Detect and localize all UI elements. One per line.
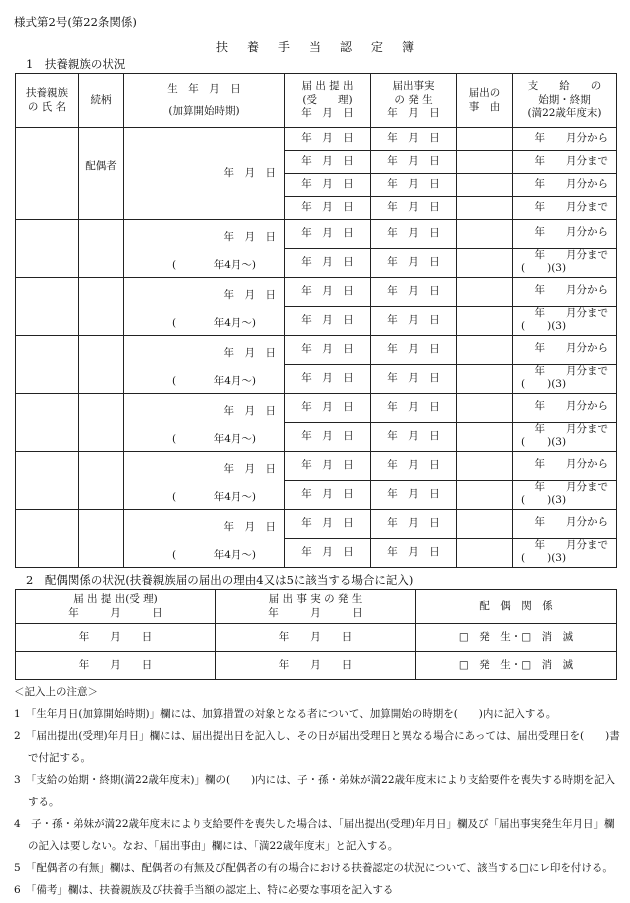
header-name (16, 74, 79, 128)
birth-date-text: 年 月 日 (223, 404, 276, 417)
document-title: 扶養手当認定簿 (215, 40, 433, 54)
date-text: 年 月 日 (387, 459, 440, 472)
spouse-header-filing-line2: 年 月 日 (68, 606, 163, 619)
filing-date-cell[interactable] (285, 249, 371, 278)
spouse-fact-date-cell[interactable] (216, 624, 416, 652)
age22-open: ( (521, 378, 526, 390)
date-text: 年 月 日 (387, 430, 440, 443)
addition-start-text: 年4月～) (213, 548, 256, 561)
payment-period-cell[interactable] (513, 151, 617, 174)
age22-paren (521, 436, 566, 450)
addition-start-open: ( (172, 316, 177, 329)
payment-wrap (513, 307, 616, 335)
birth-date-cell[interactable] (124, 394, 285, 452)
birth-date-wrap (124, 453, 284, 509)
relation-spouse: 配偶者 (85, 160, 117, 172)
fact-date-cell[interactable] (371, 278, 457, 307)
payment-to-text: 年 月分まで (534, 539, 608, 551)
filing-date-cell[interactable] (285, 365, 371, 394)
payment-period-cell[interactable] (513, 174, 617, 197)
fact-date-cell[interactable] (371, 423, 457, 452)
reason-cell[interactable] (457, 481, 513, 510)
filing-date-cell[interactable] (285, 481, 371, 510)
fact-date-cell[interactable] (371, 336, 457, 365)
date-text: 年 月 日 (301, 372, 354, 385)
date-text: 年 月 日 (387, 372, 440, 385)
payment-period-cell[interactable] (513, 197, 617, 220)
age22-open: ( (521, 262, 526, 274)
reason-cell[interactable] (457, 128, 513, 151)
header-payment (513, 74, 617, 128)
spouse-table (15, 589, 617, 680)
dependent-name-cell[interactable] (16, 278, 79, 336)
payment-from-text: 年 月分から (534, 284, 608, 296)
spouse-header-fact-line2: 年 月 日 (268, 606, 363, 619)
payment-wrap (513, 278, 616, 306)
date-text: 年 月 日 (387, 546, 440, 559)
addition-start-open: ( (172, 490, 177, 503)
dependent-row (16, 220, 617, 249)
reason-cell[interactable] (457, 452, 513, 481)
form-number: 様式第2号(第22条関係) (14, 15, 137, 29)
date-text: 年 月 日 (301, 285, 354, 298)
date-text: 年 月 日 (387, 227, 440, 240)
spouse-filing-date-cell[interactable] (16, 652, 216, 680)
payment-to-text: 年 月分まで (534, 307, 608, 319)
fact-date-cell[interactable] (371, 197, 457, 220)
date-text: 年 月 日 (301, 343, 354, 356)
note-item: 1 「生年月日(加算開始時期)」欄には、加算措置の対象となる者について、加算開始の時期を( )内に記入する。 (14, 708, 557, 720)
addition-start-open: ( (172, 374, 177, 387)
header-filing-line3: 年 月 日 (301, 107, 354, 120)
spouse-header-fact (216, 590, 416, 624)
payment-from-text: 年 月分から (534, 516, 608, 528)
payment-from-text: 年 月分から (534, 400, 608, 412)
note-item: 4 子・孫・弟妹が満22歳年度末により支給要件を喪失した場合は、「届出提出(受理)年月日」欄及び「届出事実発生年月日」欄の記入は要しない。なお、「届出事由」欄には、「満22歳年度末」と記入する。 (14, 818, 615, 852)
payment-to-text: 年 月分まで (534, 249, 608, 261)
addition-start-text: 年4月～) (213, 432, 256, 445)
age22-open: ( (521, 552, 526, 564)
filing-date-cell[interactable] (285, 510, 371, 539)
date-text: 年 月 日 (301, 546, 354, 559)
filing-date-cell[interactable] (285, 151, 371, 174)
birth-date-cell[interactable] (124, 510, 285, 568)
date-text: 年 月 日 (301, 314, 354, 327)
status-checkbox-text: □ 発 生・□ 消 滅 (458, 630, 574, 643)
filing-date-cell[interactable] (285, 128, 371, 151)
date-text: 年 月 日 (301, 459, 354, 472)
reason-cell[interactable] (457, 539, 513, 568)
dependent-row (16, 394, 617, 423)
header-name-line2: の 氏 名 (27, 100, 67, 113)
filing-date-cell[interactable] (285, 307, 371, 336)
birth-date-text: 年 月 日 (223, 166, 276, 179)
payment-period-cell[interactable] (513, 336, 617, 365)
header-fact-line2: の 発 生 (394, 93, 433, 106)
spouse-header-relation: 配 偶 関 係 (416, 590, 617, 624)
payment-period-cell[interactable] (513, 394, 617, 423)
birth-date-text: 年 月 日 (223, 520, 276, 533)
reason-cell[interactable] (457, 249, 513, 278)
payment-wrap (513, 365, 616, 393)
payment-from-text: 年 月分から (534, 458, 608, 470)
relation-cell[interactable] (79, 336, 124, 394)
spouse-row (16, 128, 617, 151)
date-text: 年 月 日 (278, 658, 353, 671)
birth-date-text: 年 月 日 (223, 462, 276, 475)
header-filing-line1: 届 出 提 出 (301, 80, 354, 93)
payment-from-text: 年 月分から (534, 342, 608, 354)
dependent-name-cell[interactable] (16, 394, 79, 452)
birth-date-cell[interactable] (124, 452, 285, 510)
age22-close: )(3) (547, 436, 567, 448)
status-checkbox-text: □ 発 生・□ 消 滅 (458, 658, 574, 671)
age22-close: )(3) (547, 320, 567, 332)
fact-date-cell[interactable] (371, 174, 457, 197)
dependent-name-cell[interactable] (16, 510, 79, 568)
payment-to-text: 年 月分まで (534, 155, 608, 168)
birth-date-cell[interactable] (124, 278, 285, 336)
reason-cell[interactable] (457, 197, 513, 220)
birth-date-wrap (124, 511, 284, 567)
birth-date-text: 年 月 日 (223, 346, 276, 359)
date-text: 年 月 日 (301, 488, 354, 501)
age22-close: )(3) (547, 262, 567, 274)
age22-open: ( (521, 494, 526, 506)
spouse-status-cell[interactable] (416, 652, 617, 680)
fact-date-cell[interactable] (371, 151, 457, 174)
reason-cell[interactable] (457, 423, 513, 452)
addition-start-text: 年4月～) (213, 316, 256, 329)
date-text: 年 月 日 (387, 343, 440, 356)
notes (14, 681, 620, 901)
fact-date-cell[interactable] (371, 365, 457, 394)
payment-wrap (513, 336, 616, 364)
addition-start-text: 年4月～) (213, 258, 256, 271)
reason-cell[interactable] (457, 307, 513, 336)
date-text: 年 月 日 (387, 132, 440, 145)
age22-close: )(3) (547, 552, 567, 564)
payment-period-cell[interactable] (513, 220, 617, 249)
fact-date-cell[interactable] (371, 452, 457, 481)
fact-date-cell[interactable] (371, 307, 457, 336)
payment-wrap (513, 452, 616, 480)
date-text: 年 月 日 (301, 201, 354, 214)
spouse-header-fact-line1: 届 出 事 実 の 発 生 (268, 592, 363, 605)
notes-heading: ＜記入上の注意＞ (14, 686, 98, 698)
filing-date-cell[interactable] (285, 220, 371, 249)
date-text: 年 月 日 (387, 178, 440, 191)
age22-paren (521, 320, 566, 334)
payment-wrap (513, 394, 616, 422)
date-text: 年 月 日 (387, 201, 440, 214)
header-fact (371, 74, 457, 128)
payment-period-cell[interactable] (513, 278, 617, 307)
filing-date-cell[interactable] (285, 452, 371, 481)
age22-paren (521, 262, 566, 276)
addition-start-text: 年4月～) (213, 490, 256, 503)
spouse-status-row (16, 624, 617, 652)
header-payment-line1: 支 給 の (527, 80, 602, 93)
spouse-status-cell[interactable] (416, 624, 617, 652)
header-reason-line1: 届出の (468, 86, 501, 99)
birth-date-wrap (124, 337, 284, 393)
payment-period-cell[interactable] (513, 423, 617, 452)
reason-cell[interactable] (457, 510, 513, 539)
date-text: 年 月 日 (301, 517, 354, 530)
relation-cell[interactable] (79, 278, 124, 336)
dependent-row (16, 336, 617, 365)
birth-date-cell[interactable] (124, 336, 285, 394)
payment-from-text: 年 月分から (534, 226, 608, 238)
header-relation: 続柄 (79, 74, 124, 128)
date-text: 年 月 日 (301, 132, 354, 145)
note-item: 5 「配偶者の有無」欄は、配偶者の有無及び配偶者の有の場合における扶養認定の状況について、該当する□にレ印を付ける。 (14, 862, 613, 874)
spouse-status-row (16, 652, 617, 680)
dependent-row (16, 452, 617, 481)
fact-date-cell[interactable] (371, 220, 457, 249)
relation-cell[interactable] (79, 452, 124, 510)
header-payment-line3: (満22歳年度末) (527, 107, 602, 120)
payment-period-cell[interactable] (513, 128, 617, 151)
date-text: 年 月 日 (301, 227, 354, 240)
header-name-line1: 扶養親族 (26, 86, 68, 99)
dependent-row (16, 278, 617, 307)
reason-cell[interactable] (457, 151, 513, 174)
payment-period-cell[interactable] (513, 452, 617, 481)
date-text: 年 月 日 (387, 314, 440, 327)
reason-cell[interactable] (457, 278, 513, 307)
fact-date-cell[interactable] (371, 481, 457, 510)
payment-period-cell[interactable] (513, 510, 617, 539)
age22-close: )(3) (547, 378, 567, 390)
date-text: 年 月 日 (301, 178, 354, 191)
spouse-header-filing-line1: 届 出 提 出(受 理) (73, 592, 158, 605)
date-text: 年 月 日 (301, 155, 354, 168)
reason-cell[interactable] (457, 336, 513, 365)
payment-to-text: 年 月分まで (534, 365, 608, 377)
payment-period-cell[interactable] (513, 307, 617, 336)
dependents-table (15, 73, 617, 568)
payment-wrap (513, 481, 616, 509)
section1-title: 1 扶養親族の状況 (26, 57, 126, 71)
birth-date-wrap (124, 395, 284, 451)
birth-date-wrap (124, 221, 284, 277)
note-item: 3 「支給の始期・終期(満22歳年度末)」欄の( )内には、子・孫・弟妹が満22歳年度末により支給要件を喪失する時期を記入する。 (14, 774, 616, 808)
relation-cell[interactable] (79, 128, 124, 220)
spouse-fact-date-cell[interactable] (216, 652, 416, 680)
date-text: 年 月 日 (301, 430, 354, 443)
date-text: 年 月 日 (387, 256, 440, 269)
header-birth (124, 74, 285, 128)
date-text: 年 月 日 (278, 630, 353, 643)
birth-date-cell[interactable] (124, 128, 285, 220)
header-filing-line2: (受 理) (302, 93, 353, 106)
birth-date-wrap (124, 279, 284, 335)
payment-to-text: 年 月分まで (534, 201, 608, 214)
relation-cell[interactable] (79, 394, 124, 452)
spouse-header-filing (16, 590, 216, 624)
age22-paren (521, 494, 566, 508)
section2-title: 2 配偶関係の状況(扶養親族届の届出の理由4又は5に該当する場合に記入) (26, 573, 414, 587)
fact-date-cell[interactable] (371, 128, 457, 151)
filing-date-cell[interactable] (285, 394, 371, 423)
birth-date-cell[interactable] (124, 220, 285, 278)
filing-date-cell[interactable] (285, 423, 371, 452)
payment-to-text: 年 月分まで (534, 481, 608, 493)
header-payment-line2: 始期・終期 (538, 93, 591, 106)
birth-date-text: 年 月 日 (223, 288, 276, 301)
header-fact-line1: 届出事実 (392, 80, 435, 93)
dependent-row (16, 510, 617, 539)
dependent-name-cell[interactable] (16, 452, 79, 510)
birth-date-text: 年 月 日 (223, 230, 276, 243)
payment-period-cell[interactable] (513, 249, 617, 278)
age22-open: ( (521, 436, 526, 448)
reason-cell[interactable] (457, 174, 513, 197)
fact-date-cell[interactable] (371, 539, 457, 568)
payment-wrap (513, 510, 616, 538)
age22-open: ( (521, 320, 526, 332)
reason-cell[interactable] (457, 365, 513, 394)
payment-from-text: 年 月分から (534, 132, 608, 145)
date-text: 年 月 日 (78, 658, 153, 671)
relation-cell[interactable] (79, 510, 124, 568)
age22-paren (521, 552, 566, 566)
dependent-name-cell[interactable] (16, 220, 79, 278)
addition-start-open: ( (172, 432, 177, 445)
payment-to-text: 年 月分まで (534, 423, 608, 435)
filing-date-cell[interactable] (285, 336, 371, 365)
addition-start-open: ( (172, 258, 177, 271)
spouse-filing-date-cell[interactable] (16, 624, 216, 652)
addition-start-open: ( (172, 548, 177, 561)
fact-date-cell[interactable] (371, 394, 457, 423)
date-text: 年 月 日 (387, 155, 440, 168)
header-reason (457, 74, 513, 128)
note-item: 6 「備考」欄は、扶養親族及び扶養手当額の認定上、特に必要な事項を記入する (14, 884, 394, 896)
payment-period-cell[interactable] (513, 481, 617, 510)
addition-start-text: 年4月～) (213, 374, 256, 387)
fact-date-cell[interactable] (371, 249, 457, 278)
header-birth-line1: 生 年 月 日 (167, 82, 241, 95)
filing-date-cell[interactable] (285, 174, 371, 197)
note-item: 2 「届出提出(受理)年月日」欄には、届出提出日を記入し、その日が届出受理日と異なる場合にあっては、届出受理日を( )書で付記する。 (14, 730, 620, 764)
payment-wrap (513, 249, 616, 277)
header-birth-line2: (加算開始時期) (168, 104, 240, 117)
filing-date-cell[interactable] (285, 197, 371, 220)
header-fact-line3: 年 月 日 (387, 107, 440, 120)
date-text: 年 月 日 (387, 401, 440, 414)
payment-from-text: 年 月分から (534, 178, 608, 191)
date-text: 年 月 日 (387, 285, 440, 298)
date-text: 年 月 日 (387, 488, 440, 501)
filing-date-cell[interactable] (285, 539, 371, 568)
filing-date-cell[interactable] (285, 278, 371, 307)
fact-date-cell[interactable] (371, 510, 457, 539)
table-header-row (16, 74, 617, 128)
relation-cell[interactable] (79, 220, 124, 278)
reason-cell[interactable] (457, 394, 513, 423)
payment-wrap (513, 220, 616, 248)
payment-wrap (513, 423, 616, 451)
header-reason-line2: 事 由 (468, 100, 501, 113)
dependent-name-cell[interactable] (16, 336, 79, 394)
payment-period-cell[interactable] (513, 365, 617, 394)
spouse-header-row (16, 590, 617, 624)
date-text: 年 月 日 (78, 630, 153, 643)
reason-cell[interactable] (457, 220, 513, 249)
payment-period-cell[interactable] (513, 539, 617, 568)
date-text: 年 月 日 (387, 517, 440, 530)
date-text: 年 月 日 (301, 401, 354, 414)
age22-paren (521, 378, 566, 392)
header-filing (285, 74, 371, 128)
payment-wrap (513, 539, 616, 567)
date-text: 年 月 日 (301, 256, 354, 269)
age22-close: )(3) (547, 494, 567, 506)
dependent-name-cell[interactable] (16, 128, 79, 220)
